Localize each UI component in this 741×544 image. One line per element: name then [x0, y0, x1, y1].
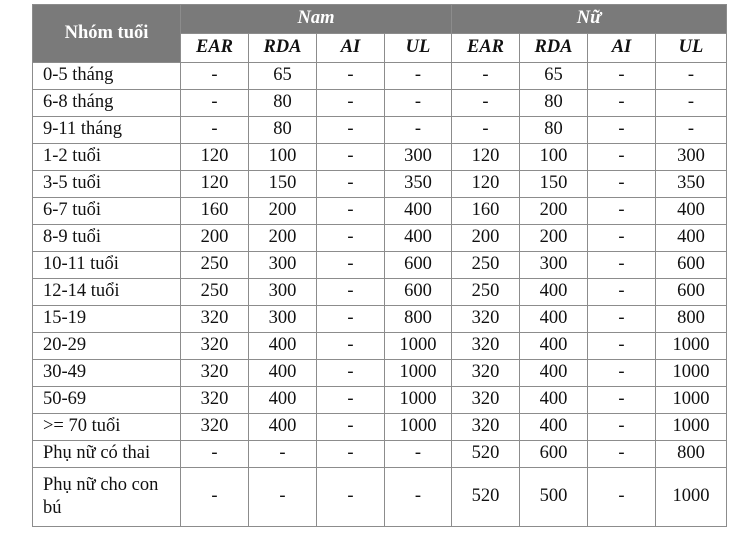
nu-ul-cell: 350 — [656, 171, 727, 198]
nam-ear-cell: - — [181, 63, 249, 90]
nam-ear-cell: - — [181, 468, 249, 527]
nam-ul-cell: 1000 — [385, 414, 452, 441]
nu-rda-cell: 65 — [520, 63, 588, 90]
nam-ear-cell: 320 — [181, 360, 249, 387]
nu-ai-cell: - — [588, 198, 656, 225]
table-row — [33, 252, 727, 279]
nam-rda-cell: 400 — [249, 414, 317, 441]
nam-ear-cell: - — [181, 117, 249, 144]
table-body — [33, 63, 727, 527]
age-group-cell: 3-5 tuổi — [33, 171, 181, 198]
nam-rda-cell: 80 — [249, 117, 317, 144]
nu-ul-cell: 400 — [656, 198, 727, 225]
nam-ul-cell: 400 — [385, 198, 452, 225]
nam-rda-cell: 400 — [249, 333, 317, 360]
nam-ai-cell: - — [317, 117, 385, 144]
table-row — [33, 414, 727, 441]
table-row — [33, 225, 727, 252]
table-row — [33, 144, 727, 171]
table-row — [33, 468, 727, 527]
nu-rda-cell: 400 — [520, 306, 588, 333]
nu-ear-cell: 320 — [452, 360, 520, 387]
nu-ai-cell: - — [588, 225, 656, 252]
age-group-cell: 12-14 tuổi — [33, 279, 181, 306]
nam-ai-cell: - — [317, 387, 385, 414]
nam-ear-cell: 250 — [181, 252, 249, 279]
nu-ai-cell: - — [588, 333, 656, 360]
table-row — [33, 63, 727, 90]
nam-ul-cell: 600 — [385, 279, 452, 306]
nu-ul-cell: 1000 — [656, 414, 727, 441]
nu-ai-cell: - — [588, 306, 656, 333]
nam-ul-cell: - — [385, 90, 452, 117]
group-header-nam: Nam — [181, 5, 452, 34]
nu-ear-cell: 250 — [452, 252, 520, 279]
nu-rda-cell: 400 — [520, 360, 588, 387]
nam-ear-cell: - — [181, 441, 249, 468]
nu-ul-cell: 1000 — [656, 360, 727, 387]
nam-ai-cell: - — [317, 360, 385, 387]
age-group-cell: 50-69 — [33, 387, 181, 414]
nam-ear-cell: 160 — [181, 198, 249, 225]
table-row — [33, 360, 727, 387]
nu-ear-cell: 120 — [452, 144, 520, 171]
subheader-nu-ai: AI — [588, 34, 656, 63]
table-row — [33, 387, 727, 414]
nu-ul-cell: 800 — [656, 441, 727, 468]
nu-ul-cell: 300 — [656, 144, 727, 171]
nam-ear-cell: - — [181, 90, 249, 117]
nam-rda-cell: 100 — [249, 144, 317, 171]
table-header — [33, 5, 727, 63]
nam-rda-cell: 200 — [249, 198, 317, 225]
table-row — [33, 198, 727, 225]
nam-rda-cell: 400 — [249, 360, 317, 387]
nam-ear-cell: 120 — [181, 171, 249, 198]
nam-ul-cell: 1000 — [385, 387, 452, 414]
age-group-cell: 6-7 tuổi — [33, 198, 181, 225]
nu-ai-cell: - — [588, 171, 656, 198]
nu-rda-cell: 80 — [520, 117, 588, 144]
group-header-nu: Nữ — [452, 5, 727, 34]
nu-ear-cell: 320 — [452, 306, 520, 333]
nam-ai-cell: - — [317, 306, 385, 333]
age-group-cell: 0-5 tháng — [33, 63, 181, 90]
nu-ai-cell: - — [588, 414, 656, 441]
table-row — [33, 171, 727, 198]
nam-ul-cell: 600 — [385, 252, 452, 279]
nu-ear-cell: 160 — [452, 198, 520, 225]
nu-ai-cell: - — [588, 144, 656, 171]
nam-ear-cell: 320 — [181, 306, 249, 333]
nu-ai-cell: - — [588, 63, 656, 90]
nam-ai-cell: - — [317, 414, 385, 441]
nam-ai-cell: - — [317, 279, 385, 306]
nam-ear-cell: 120 — [181, 144, 249, 171]
nam-ai-cell: - — [317, 333, 385, 360]
nu-ear-cell: 320 — [452, 414, 520, 441]
nu-ear-cell: 320 — [452, 333, 520, 360]
nu-ul-cell: 800 — [656, 306, 727, 333]
subheader-nam-ai: AI — [317, 34, 385, 63]
nu-ul-cell: - — [656, 90, 727, 117]
nu-ear-cell: - — [452, 90, 520, 117]
nam-rda-cell: 300 — [249, 306, 317, 333]
nam-rda-cell: 65 — [249, 63, 317, 90]
nam-rda-cell: 80 — [249, 90, 317, 117]
nam-ear-cell: 200 — [181, 225, 249, 252]
nam-ear-cell: 320 — [181, 387, 249, 414]
nu-ai-cell: - — [588, 117, 656, 144]
nam-ul-cell: - — [385, 117, 452, 144]
nam-ul-cell: 1000 — [385, 333, 452, 360]
age-group-cell: Phụ nữ có thai — [33, 441, 181, 468]
age-group-cell: 30-49 — [33, 360, 181, 387]
nu-rda-cell: 200 — [520, 198, 588, 225]
nam-ai-cell: - — [317, 441, 385, 468]
table-row — [33, 306, 727, 333]
age-group-cell: 8-9 tuổi — [33, 225, 181, 252]
nam-ul-cell: 1000 — [385, 360, 452, 387]
nu-ai-cell: - — [588, 387, 656, 414]
table-row — [33, 90, 727, 117]
nu-rda-cell: 300 — [520, 252, 588, 279]
age-group-cell: >= 70 tuổi — [33, 414, 181, 441]
table-row — [33, 441, 727, 468]
nu-ear-cell: 520 — [452, 468, 520, 527]
nu-ai-cell: - — [588, 360, 656, 387]
age-group-cell: 9-11 tháng — [33, 117, 181, 144]
nam-ear-cell: 320 — [181, 333, 249, 360]
nu-ear-cell: 520 — [452, 441, 520, 468]
nu-ul-cell: 1000 — [656, 387, 727, 414]
nu-rda-cell: 400 — [520, 333, 588, 360]
age-group-header: Nhóm tuổi — [33, 5, 181, 63]
nutrient-table — [32, 4, 727, 527]
nam-ai-cell: - — [317, 171, 385, 198]
nam-ul-cell: 300 — [385, 144, 452, 171]
nam-ai-cell: - — [317, 252, 385, 279]
nam-rda-cell: - — [249, 468, 317, 527]
nu-ul-cell: 600 — [656, 252, 727, 279]
nu-ul-cell: 1000 — [656, 333, 727, 360]
nam-rda-cell: - — [249, 441, 317, 468]
table-row — [33, 279, 727, 306]
nu-rda-cell: 400 — [520, 414, 588, 441]
nam-rda-cell: 150 — [249, 171, 317, 198]
table-row — [33, 333, 727, 360]
nu-rda-cell: 400 — [520, 387, 588, 414]
subheader-nu-rda: RDA — [520, 34, 588, 63]
nu-ul-cell: 600 — [656, 279, 727, 306]
subheader-nam-ul: UL — [385, 34, 452, 63]
nu-rda-cell: 500 — [520, 468, 588, 527]
nam-ear-cell: 320 — [181, 414, 249, 441]
nam-ul-cell: - — [385, 441, 452, 468]
nam-rda-cell: 300 — [249, 279, 317, 306]
subheader-nam-rda: RDA — [249, 34, 317, 63]
nu-ai-cell: - — [588, 441, 656, 468]
nu-ear-cell: - — [452, 63, 520, 90]
nu-ear-cell: - — [452, 117, 520, 144]
nu-ai-cell: - — [588, 279, 656, 306]
nam-ul-cell: 800 — [385, 306, 452, 333]
nam-ear-cell: 250 — [181, 279, 249, 306]
nu-ul-cell: - — [656, 117, 727, 144]
nam-ai-cell: - — [317, 90, 385, 117]
nam-ai-cell: - — [317, 468, 385, 527]
nu-ul-cell: 1000 — [656, 468, 727, 527]
age-group-cell: 10-11 tuổi — [33, 252, 181, 279]
nu-rda-cell: 200 — [520, 225, 588, 252]
nu-ear-cell: 250 — [452, 279, 520, 306]
group-header-row — [33, 5, 727, 34]
nu-ear-cell: 120 — [452, 171, 520, 198]
nam-rda-cell: 400 — [249, 387, 317, 414]
subheader-nu-ul: UL — [656, 34, 727, 63]
nam-ai-cell: - — [317, 63, 385, 90]
nu-rda-cell: 600 — [520, 441, 588, 468]
nu-ai-cell: - — [588, 90, 656, 117]
age-group-cell: 6-8 tháng — [33, 90, 181, 117]
nu-ul-cell: - — [656, 63, 727, 90]
nu-ear-cell: 320 — [452, 387, 520, 414]
subheader-nam-ear: EAR — [181, 34, 249, 63]
nu-rda-cell: 80 — [520, 90, 588, 117]
nam-ul-cell: 350 — [385, 171, 452, 198]
nu-ai-cell: - — [588, 252, 656, 279]
nam-rda-cell: 300 — [249, 252, 317, 279]
nu-ear-cell: 200 — [452, 225, 520, 252]
nu-rda-cell: 400 — [520, 279, 588, 306]
nam-ul-cell: 400 — [385, 225, 452, 252]
nu-rda-cell: 150 — [520, 171, 588, 198]
age-group-cell: Phụ nữ cho con bú — [33, 468, 181, 527]
nam-ai-cell: - — [317, 225, 385, 252]
subheader-nu-ear: EAR — [452, 34, 520, 63]
nam-ai-cell: - — [317, 198, 385, 225]
age-group-cell: 20-29 — [33, 333, 181, 360]
nam-rda-cell: 200 — [249, 225, 317, 252]
age-group-cell: 1-2 tuổi — [33, 144, 181, 171]
nam-ul-cell: - — [385, 468, 452, 527]
nam-ai-cell: - — [317, 144, 385, 171]
table-row — [33, 117, 727, 144]
nam-ul-cell: - — [385, 63, 452, 90]
nu-ul-cell: 400 — [656, 225, 727, 252]
age-group-cell: 15-19 — [33, 306, 181, 333]
nu-rda-cell: 100 — [520, 144, 588, 171]
nu-ai-cell: - — [588, 468, 656, 527]
